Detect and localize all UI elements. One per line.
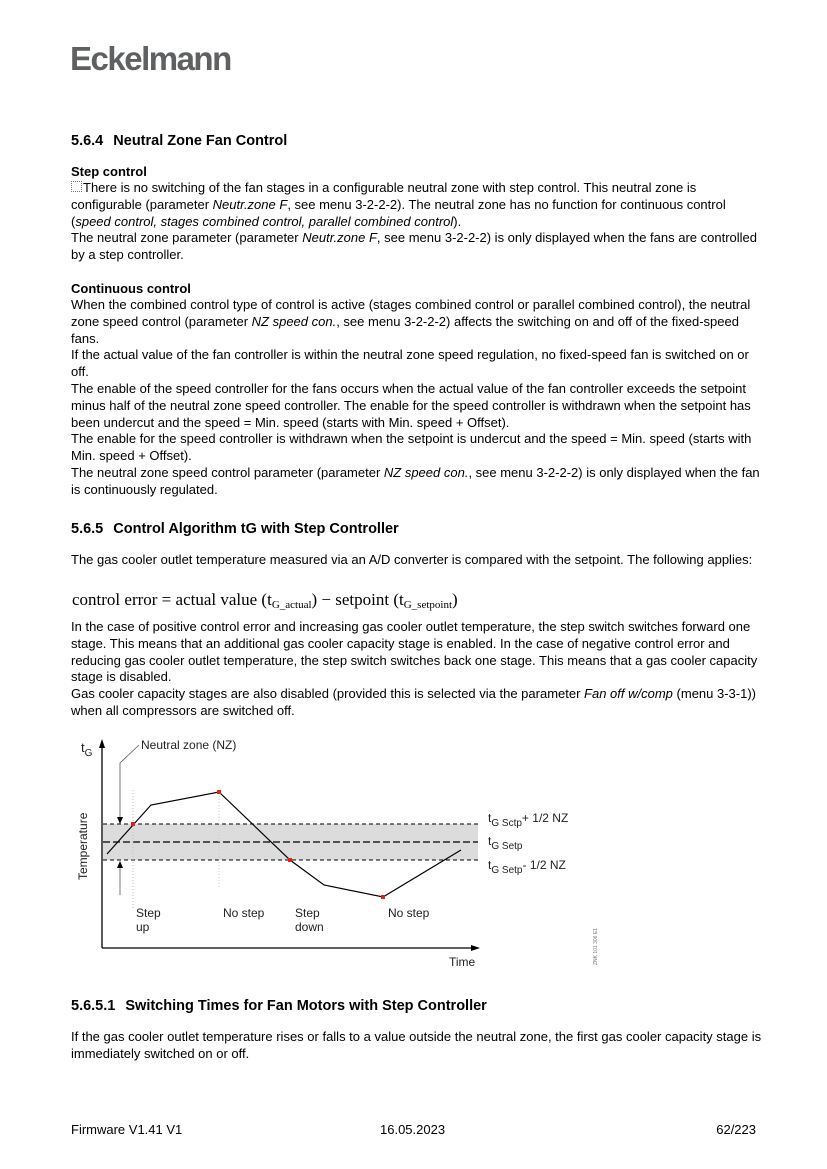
footer-page-number: 62/223	[716, 1122, 756, 1137]
control-error-formula: control error = actual value $(t_{G\_actual})$ − setpoint $(t_{G\_setpoint})$	[72, 590, 458, 611]
event-label-step-up: Step up	[136, 906, 161, 934]
subheading-step-control: Step control	[71, 164, 147, 179]
lower-limit-label: $t_{G Setp}-$ 1/2 NZ	[488, 858, 566, 876]
event-label-no-step: No step	[223, 906, 265, 920]
y-axis-symbol: $t_G$	[81, 740, 93, 759]
section-heading-5-6-5-1	[71, 998, 487, 1014]
y-axis-label: Temperature	[76, 812, 90, 880]
section-number: 5.6.5.1	[71, 998, 116, 1014]
event-label-step-down: Step down	[295, 906, 324, 934]
section-heading-5-6-4	[71, 133, 287, 149]
event-marker	[381, 895, 385, 899]
section-number: 5.6.4	[71, 133, 104, 149]
section-title: Control Algorithm tG with Step Controller	[113, 521, 399, 537]
missing-glyph-icon	[71, 181, 82, 192]
paragraph-intro: The gas cooler outlet temperature measured via an A/D converter is compared with the setpoint. The following applies:	[71, 552, 753, 567]
paragraph-step-switch: In the case of positive control error and increasing gas cooler outlet temperature, the step switch switches forward one stage. This means that an additional gas cooler capacity stage is enabled. In the case of negative control error and reducing gas cooler outlet temperature, the step switch switches back one stage. This means that a gas cooler capacity stage is disabled. Gas cooler capacity stages are also disabled (provided this is selected via the parameter Fan off w/comp (menu 3-3-1)) when all compressors are switched off.	[71, 619, 758, 718]
footer-date: 16.05.2023	[380, 1122, 446, 1137]
section-number: 5.6.5	[71, 521, 104, 537]
company-logo: Eckelmann	[70, 40, 231, 77]
section-title: Neutral Zone Fan Control	[113, 133, 288, 149]
paragraph-switching-times: If the gas cooler outlet temperature rises or falls to a value outside the neutral zone, the first gas cooler capacity stage is immediately switched on or off.	[71, 1029, 762, 1061]
y-axis-arrow-icon	[99, 739, 105, 748]
event-marker	[288, 858, 292, 862]
figure-code: ZNK 101 306 E1	[593, 928, 599, 965]
temperature-curve	[107, 792, 461, 897]
nz-arrow-up-icon	[117, 861, 123, 868]
neutral-zone-label: Neutral zone (NZ)	[141, 738, 237, 752]
subheading-continuous-control: Continuous control	[71, 281, 191, 296]
paragraph-continuous-control: When the combined control type of control is active (stages combined control or parallel combined control), the neutral zone speed control (parameter NZ speed con., see menu 3-2-2-2) affects the switching on and off of the fixed-speed fans. If the actual value of the fan controller is within the neutral zone speed regulation, no fixed-speed fan is switched on or off. The enable of the speed controller for the fans occurs when the actual value of the fan controller exceeds the setpoint minus half of the neutral zone speed controller. The enable for the speed controller is withdrawn when the setpoint has been undercut and the speed = Min. speed (starts with Min. speed + Offset). The enable for the speed controller is withdrawn when the setpoint is undercut and the speed = Min. speed (starts with Min. speed + Offset). The neutral zone speed control parameter (parameter NZ speed con., see menu 3-2-2-2) is only displayed when the fan is continuously regulated.	[71, 297, 760, 497]
x-axis-label: Time	[449, 955, 476, 969]
x-axis-arrow-icon	[471, 945, 480, 951]
event-marker	[131, 822, 135, 826]
section-title: Switching Times for Fan Motors with Step Controller	[125, 998, 487, 1014]
upper-limit-label: $t_{G Sctp}+ 1/2$ NZ	[488, 811, 569, 829]
footer-firmware: Firmware V1.41 V1	[71, 1122, 183, 1137]
section-heading-5-6-5	[71, 521, 399, 537]
setpoint-label: $t_{G Setp}$	[488, 834, 523, 852]
neutral-zone-band	[103, 824, 478, 860]
event-marker	[217, 790, 221, 794]
event-label-no-step-2: No step	[388, 906, 430, 920]
nz-arrow-down-icon	[117, 817, 123, 824]
paragraph-step-control: There is no switching of the fan stages in a configurable neutral zone with step control. This neutral zone is configurable (parameter Neutr.zone F, see menu 3-2-2-2). The neutral zone has no function for continuous control (speed control, stages combined control, parallel combined control). The neutral zone parameter (parameter Neutr.zone F, see menu 3-2-2-2) is only displayed when the fans are controlled by a step controller.	[71, 180, 758, 263]
